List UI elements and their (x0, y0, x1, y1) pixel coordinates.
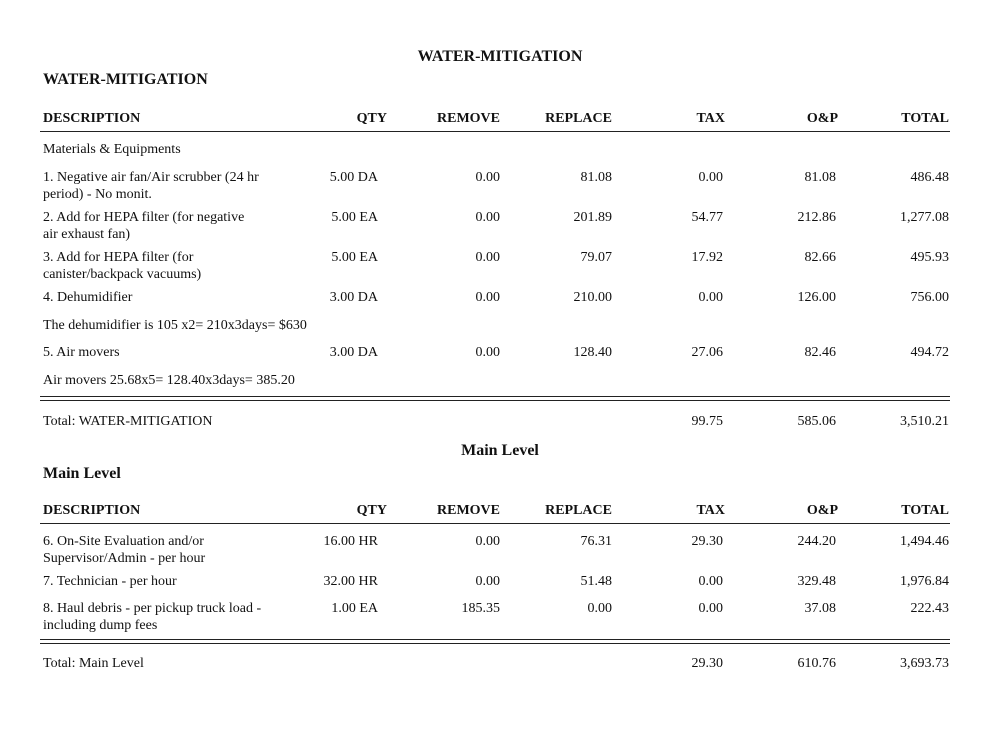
item-5-op: 82.46 (804, 345, 836, 360)
item-4-replace: 210.00 (573, 290, 612, 305)
total-label-main-level: Total: Main Level (43, 656, 144, 671)
item-8-total: 222.43 (910, 601, 949, 616)
item-7-op: 329.48 (797, 574, 836, 589)
total-rule-bottom (40, 400, 950, 401)
header-remove: REMOVE (437, 503, 500, 518)
total-op: 610.76 (797, 656, 836, 671)
item-4-tax: 0.00 (698, 290, 723, 305)
header-total: TOTAL (901, 111, 949, 126)
item-6-total: 1,494.46 (900, 534, 949, 549)
item-2-op: 212.86 (797, 210, 836, 225)
item-7-tax: 0.00 (698, 574, 723, 589)
item-8-replace: 0.00 (587, 601, 612, 616)
item-6-description: 6. On-Site Evaluation and/or Supervisor/Admin - per hour (43, 534, 206, 566)
total-rule-bottom (40, 643, 950, 644)
item-5-description: 5. Air movers (43, 345, 120, 360)
item-4-note: The dehumidifier is 105 x2= 210x3days= $630 (43, 318, 307, 333)
item-3-replace: 79.07 (580, 250, 612, 265)
total-tax: 99.75 (691, 414, 723, 429)
item-2-description: 2. Add for HEPA filter (for negative air exhaust fan) (43, 210, 245, 242)
item-1-remove: 0.00 (475, 170, 500, 185)
header-op: O&P (806, 111, 838, 126)
item-1-tax: 0.00 (698, 170, 723, 185)
item-2-total: 1,277.08 (900, 210, 949, 225)
item-6-qty: 16.00 HR (323, 534, 378, 549)
total-label-water-mitigation: Total: WATER-MITIGATION (43, 414, 213, 429)
item-2-replace: 201.89 (573, 210, 612, 225)
item-1-description: 1. Negative air fan/Air scrubber (24 hr period) - No monit. (43, 170, 259, 202)
item-5-total: 494.72 (910, 345, 949, 360)
total-tax: 29.30 (691, 656, 723, 671)
item-3-description: 3. Add for HEPA filter (for canister/backpack vacuums) (43, 250, 202, 282)
item-5-tax: 27.06 (691, 345, 723, 360)
header-description: DESCRIPTION (43, 503, 141, 518)
total-total: 3,693.73 (900, 656, 949, 671)
header-qty: QTY (356, 111, 387, 126)
item-6-op: 244.20 (797, 534, 836, 549)
item-5-remove: 0.00 (475, 345, 500, 360)
header-description: DESCRIPTION (43, 111, 141, 126)
total-rule-top (40, 639, 950, 640)
header-total: TOTAL (901, 503, 949, 518)
item-3-op: 82.66 (804, 250, 836, 265)
header-remove: REMOVE (437, 111, 500, 126)
item-3-remove: 0.00 (475, 250, 500, 265)
section-title-main-level: Main Level (43, 465, 121, 482)
total-total: 3,510.21 (900, 414, 949, 429)
section-title-water-mitigation: WATER-MITIGATION (43, 71, 208, 88)
item-4-total: 756.00 (910, 290, 949, 305)
item-3-tax: 17.92 (691, 250, 723, 265)
header-replace: REPLACE (545, 503, 612, 518)
item-4-remove: 0.00 (475, 290, 500, 305)
item-7-replace: 51.48 (580, 574, 612, 589)
item-1-qty: 5.00 DA (329, 170, 378, 185)
total-rule-top (40, 396, 950, 397)
item-3-qty: 5.00 EA (331, 250, 378, 265)
item-2-remove: 0.00 (475, 210, 500, 225)
header-tax: TAX (696, 111, 725, 126)
item-2-qty: 5.00 EA (331, 210, 378, 225)
header-rule (40, 131, 950, 132)
item-3-total: 495.93 (910, 250, 949, 265)
item-1-op: 81.08 (804, 170, 836, 185)
header-tax: TAX (696, 503, 725, 518)
item-4-qty: 3.00 DA (329, 290, 378, 305)
page-heading-main-level: Main Level (461, 442, 539, 459)
item-5-note: Air movers 25.68x5= 128.40x3days= 385.20 (43, 373, 295, 388)
header-replace: REPLACE (545, 111, 612, 126)
header-qty: QTY (356, 503, 387, 518)
page-heading-water-mitigation: WATER-MITIGATION (417, 48, 583, 65)
group-label: Materials & Equipments (43, 142, 181, 157)
item-8-qty: 1.00 EA (331, 601, 378, 616)
item-6-remove: 0.00 (475, 534, 500, 549)
header-op: O&P (806, 503, 838, 518)
total-op: 585.06 (797, 414, 836, 429)
item-8-op: 37.08 (804, 601, 836, 616)
item-2-tax: 54.77 (691, 210, 723, 225)
item-5-qty: 3.00 DA (329, 345, 378, 360)
item-8-description: 8. Haul debris - per pickup truck load - including dump fees (43, 601, 262, 633)
item-1-total: 486.48 (910, 170, 949, 185)
item-7-total: 1,976.84 (900, 574, 949, 589)
item-4-description: 4. Dehumidifier (43, 290, 133, 305)
item-1-replace: 81.08 (580, 170, 612, 185)
item-5-replace: 128.40 (573, 345, 612, 360)
item-6-replace: 76.31 (580, 534, 612, 549)
item-7-qty: 32.00 HR (323, 574, 378, 589)
item-4-op: 126.00 (797, 290, 836, 305)
header-rule (40, 523, 950, 524)
item-7-description: 7. Technician - per hour (43, 574, 177, 589)
item-8-remove: 185.35 (461, 601, 500, 616)
item-6-tax: 29.30 (691, 534, 723, 549)
item-8-tax: 0.00 (698, 601, 723, 616)
item-7-remove: 0.00 (475, 574, 500, 589)
